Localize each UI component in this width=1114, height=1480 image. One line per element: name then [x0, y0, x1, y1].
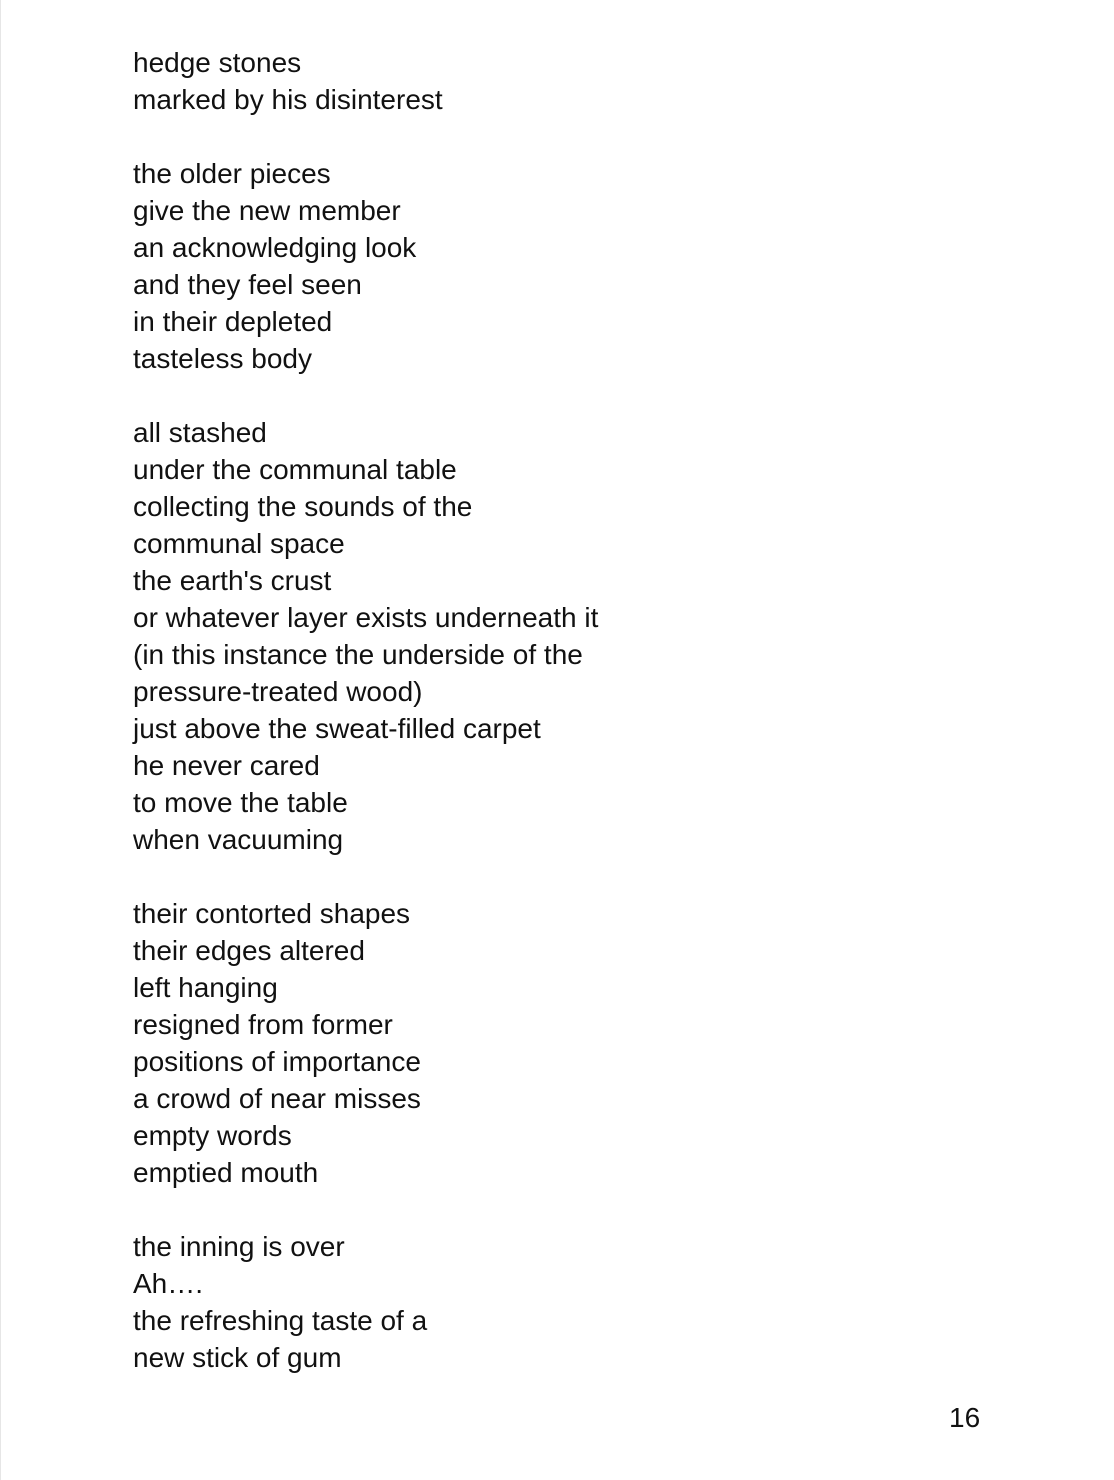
poem-line: the earth's crust [133, 565, 332, 596]
poem-line: communal space [133, 528, 345, 559]
poem-line: emptied mouth [133, 1157, 319, 1188]
poem-line: or whatever layer exists underneath it [133, 602, 599, 633]
poem-line: their contorted shapes [133, 898, 411, 929]
poem-line: collecting the sounds of the [133, 491, 473, 522]
poem-line: he never cared [133, 750, 320, 781]
poem-line: marked by his disinterest [133, 84, 443, 115]
page-number: 16 [949, 1402, 981, 1433]
poem-line: pressure-treated wood) [133, 676, 423, 707]
poem-line: the inning is over [133, 1231, 345, 1262]
stanza-5 [133, 1228, 1033, 1376]
poem-line: positions of importance [133, 1046, 421, 1077]
poem-line: left hanging [133, 972, 278, 1003]
stanza-2 [133, 155, 1033, 377]
poem-line: all stashed [133, 417, 267, 448]
stanza-1 [133, 44, 1033, 118]
poem-line: an acknowledging look [133, 232, 417, 263]
poem-line: a crowd of near misses [133, 1083, 421, 1114]
poem-line: just above the sweat-filled carpet [133, 713, 541, 744]
poem-line: in their depleted [133, 306, 333, 337]
poem-line: new stick of gum [133, 1342, 342, 1373]
stanza-3 [133, 414, 1033, 858]
poem-line: empty words [133, 1120, 292, 1151]
poem-line: give the new member [133, 195, 401, 226]
poem-line: the refreshing taste of a [133, 1305, 428, 1336]
poem-line: resigned from former [133, 1009, 393, 1040]
poem-line: the older pieces [133, 158, 331, 189]
poem-body [133, 44, 1033, 1376]
poem-line: under the communal table [133, 454, 457, 485]
poem-line: and they feel seen [133, 269, 362, 300]
poem-line: to move the table [133, 787, 348, 818]
poem-line: tasteless body [133, 343, 312, 374]
poem-line: when vacuuming [133, 824, 344, 855]
poem-line: their edges altered [133, 935, 365, 966]
poem-line: (in this instance the underside of the [133, 639, 583, 670]
stanza-4 [133, 895, 1033, 1191]
poem-line: Ah…. [133, 1268, 204, 1299]
poem-line: hedge stones [133, 47, 302, 78]
